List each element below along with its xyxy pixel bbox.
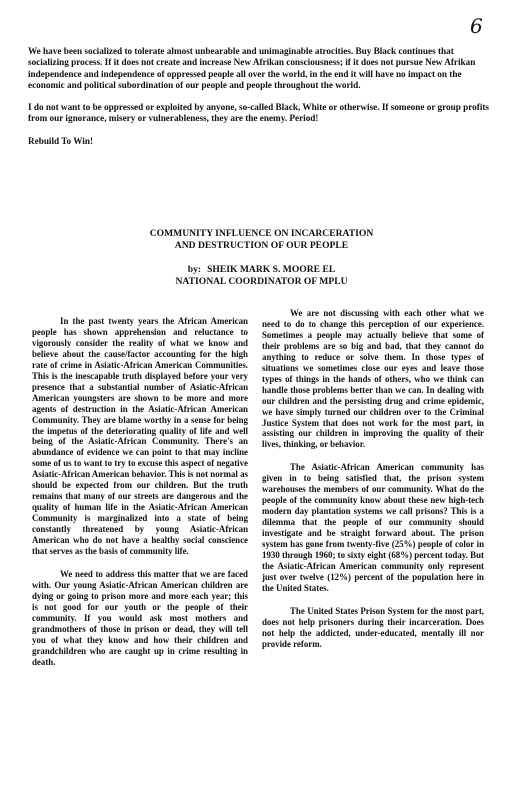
article-right-column (262, 308, 484, 662)
article-title (0, 228, 523, 251)
article-left-column (32, 316, 248, 680)
page-number: 6 (470, 14, 483, 38)
article-title-line-1: COMMUNITY INFLUENCE ON INCARCERATION (149, 228, 374, 239)
author-name: SHEIK MARK S. MOORE EL (207, 264, 336, 275)
author-title: NATIONAL COORDINATOR OF MPLU (175, 275, 348, 287)
intro-paragraph-1: We have been socialized to tolerate almost unbearable and unimaginable atrocities. Buy Black continues that socializing process. If it does not create and increase New Afrikan consciousness; if it does not pursue New Afrikan independence and independence of oppressed people all over the world, in the end it will have no impact on the economic and political subordination of our people and people throughout the world. (28, 46, 476, 91)
article-paragraph: In the past twenty years the African American people has shown apprehension and reluctance to vigorously consider the reality of what we know and believe about the cause/factor accounting for the high rate of crime in Asiatic-African American Communities. This is the inescapable truth displayed before your very presence that a substantial number of Asiatic-African American youngsters are shown to be more and more agents of destruction in the Asiatic-African American Community. They are blame worthy in a sense for being the impetus of the deteriorating quality of life and well being of the Asiatic-African Community. There's an abundance of evidence we can point to that may incline some of us to want to try to excuse this aspect of negative Asiatic-African American behavior. This is not normal as should be expected from our children. But the truth remains that many of our streets are dangerous and the quality of human life in the Asiatic-African American Community is marginalized into a state of being constantly threatened by young Asiatic-African American who do not have a healthy social conscience that serves as the basis of community life. (32, 316, 248, 557)
article-paragraph: We are not discussing with each other what we need to do to change this perception of our experience. Sometimes a people may actually believe that some of their problems are so big and bad, that they cannot do anything to reduce or solve them. In those types of situations we sometimes close our eyes and leave those types of things in the hands of others, who we think can handle those problems better than we can. In dealing with our children and the persisting drug and crime epidemic, we have simply turned our children over to the Criminal Justice System that does not work for the most part, in assisting our children in improving the quality of their lives, thinking, or behavior. (262, 308, 484, 450)
closing-slogan: Rebuild To Win! (28, 136, 94, 147)
byline (0, 264, 523, 287)
article-paragraph: We need to address this matter that we are faced with. Our young Asiatic-African American children are dying or going to prison more and more each year; this is not good for our youth or the people of their community. If you would ask most mothers and grandmothers of those in prison or dead, they will tell you of what they know and how their children and grandchildren who are caught up in crime resulting in death. (32, 568, 248, 667)
article-title-line-2: AND DESTRUCTION OF OUR PEOPLE (174, 239, 349, 251)
byline-prefix: by: (187, 264, 202, 275)
article-paragraph: The Asiatic-African American community has given in to being satisfied that, the prison system warehouses the members of our community. What do the people of the community know about these new high-tech modern day plantation systems we call prisons? This is a dilemma that the people of our community should investigate and be straight forward about. The prison system has gone from twenty-five (25%) people of color in 1930 through 1960; to sixty eight (68%) percent today. But the Asiatic-African American community only represent just over twelve (12%) percent of the population here in the United States. (262, 462, 484, 593)
intro-section (28, 46, 496, 158)
intro-paragraph-2: I do not want to be oppressed or exploited by anyone, so-called Black, White or otherwise. If someone or group profits from our ignorance, misery or vulnerableness, they are the enemy. Period! (28, 101, 490, 124)
article-paragraph: The United States Prison System for the most part, does not help prisoners during their incarceration. Does not help the addicted, under-educated, mentally ill nor provide reform. (262, 605, 484, 649)
